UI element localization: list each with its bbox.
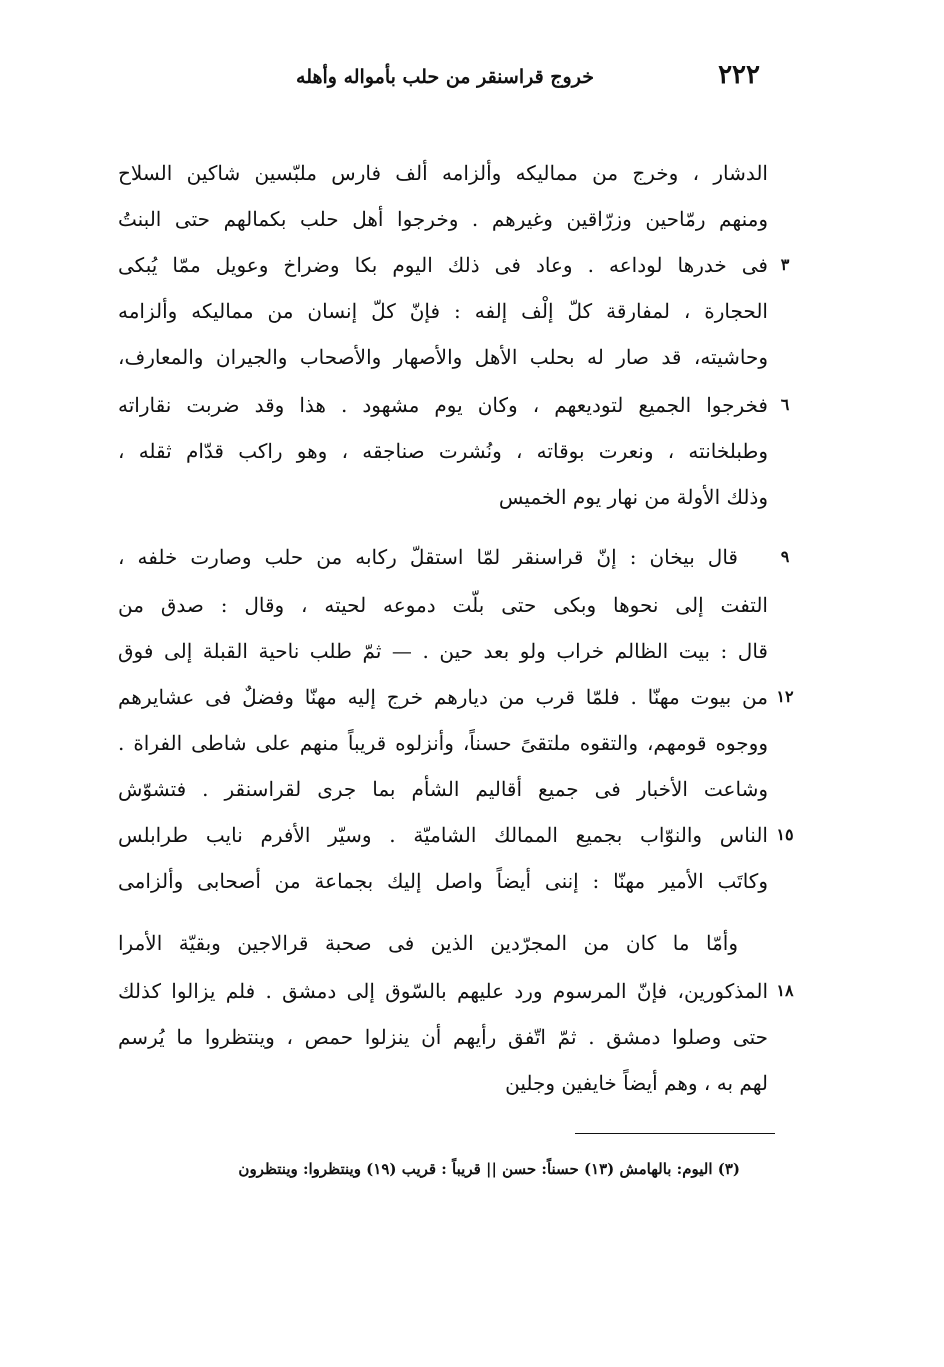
line-number: ٩	[780, 547, 790, 566]
page-header	[280, 60, 760, 100]
page-number: ٢٢٢	[718, 60, 760, 90]
text-line: وحاشيته، قد صار له بحلب الأهل والأصهار والأصحاب والجيران والمعارف،	[118, 345, 768, 369]
text-line: ووجوه قومهم، والتقوه ملتقىً حسناً، وأنزلوه قريباً منهم على شاطى الفراة .	[118, 731, 768, 755]
text-line: المذكورين، فإنّ المرسوم ورد عليهم بالسّوق إلى دمشق . فلم يزالوا كذلك	[118, 979, 768, 1003]
text-line: وشاعت الأخبار فى جميع أقاليم الشأم بما جرى لقراسنقر . فتشوّش	[118, 777, 768, 801]
text-line: من بيوت مهنّا . فلمّا قرب من ديارهم خرج إليه مهنّا وفضلٌ فى عشايرهم	[118, 685, 768, 709]
text-line: فى خدرها لوداعه . وعاد فى ذلك اليوم بكا وضراخ وعويل ممّا يُبكى	[118, 253, 768, 277]
text-line: التفت إلى نحوها وبكى حتى بلّت دموعه لحيته ، وقال : صدق من	[118, 593, 768, 617]
line-number: ٦	[780, 395, 790, 414]
text-line: قال : بيت الظالم خراب ولو بعد حين . — ثمّ طلب ناحية القبلة إلى فوق	[118, 639, 768, 663]
text-line: فخرجوا الجميع لتوديعهم ، وكان يوم مشهود . هذا وقد ضربت نقاراته	[118, 393, 768, 417]
text-line: وطبلخانته ، ونعرت بوقاته ، ونُشرت صناجقه ، وهو راكب قدّام ثقله ،	[118, 439, 768, 463]
text-line: الحجارة ، لمفارقة كلّ إلْف إلفه : فإنّ كلّ إنسان من مماليكه وألزامه	[118, 299, 768, 323]
text-line: الدشار ، وخرج من مماليكه وألزامه ألف فارس ملبّسين شاكين السلاح	[118, 161, 768, 185]
text-line: قال بيخان : إنّ قراسنقر لمّا استقلّ ركابه من حلب وصارت خلفه ،	[118, 545, 738, 569]
footnote-divider	[575, 1133, 775, 1134]
line-number: ١٨	[776, 981, 794, 1000]
line-number: ١٥	[776, 825, 794, 844]
line-number: ١٢	[776, 687, 794, 706]
text-line: حتى وصلوا دمشق . ثمّ اتّفق رأيهم أن ينزلوا حمص ، وينتظروا ما يُرسم	[118, 1025, 768, 1049]
text-line: وأمّا ما كان من المجرّدين الذين فى صحبة قرالاجين وبقيّة الأمرا	[118, 931, 738, 955]
footnote: (٣) اليوم: بالهامش (١٣) حسناً: حسن || قريباً : قريب (١٩) وينتظروا: وينتظرون	[238, 1160, 740, 1178]
text-line: لهم به ، وهم أيضاً خايفين وجلين	[505, 1071, 768, 1095]
text-line: الناس والنوّاب بجميع الممالك الشاميّة . وسيّر الأفرم نايب طرابلس	[118, 823, 768, 847]
text-line: وكاتَب الأمير مهنّا : إننى أيضاً واصل إليك بجماعة من أصحابى وألزامى	[118, 869, 768, 893]
text-line: ومنهم رمّاحين وزرّاقين وغيرهم . وخرجوا أهل حلب بكمالهم حتى البنتُ	[118, 207, 768, 231]
text-line: وذلك الأولة من نهار يوم الخميس	[498, 485, 768, 509]
running-title: خروج قراسنقر من حلب بأمواله وأهله	[296, 66, 594, 88]
line-number: ٣	[780, 255, 790, 274]
